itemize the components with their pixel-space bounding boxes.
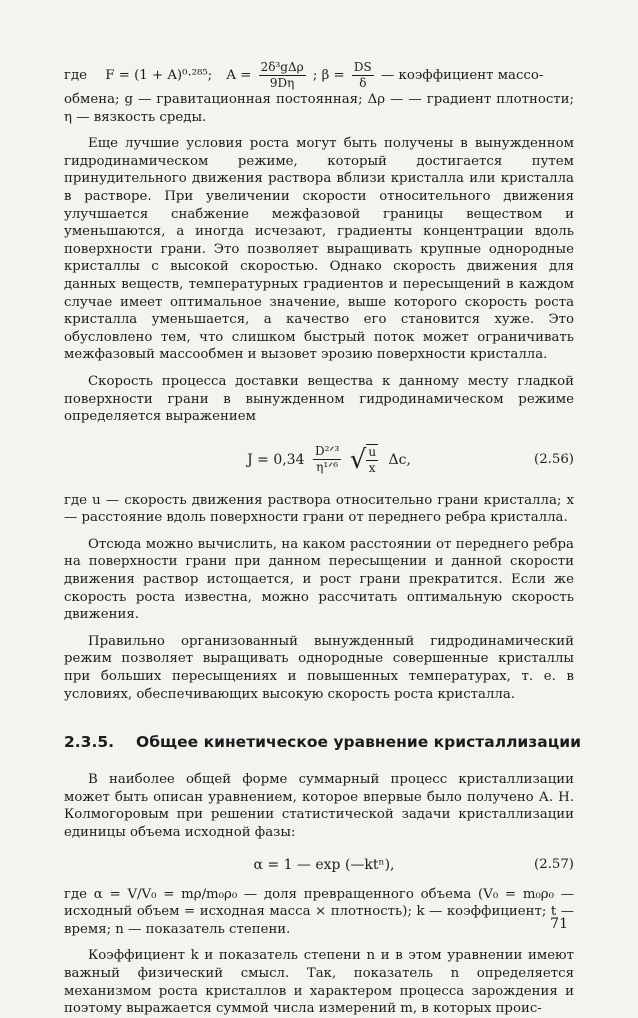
- formula-beta-denominator: δ: [359, 76, 367, 90]
- equation-2-56-tail: Δc,: [388, 451, 411, 468]
- formula-beta-numerator: DS: [353, 60, 372, 74]
- section-heading: [64, 733, 581, 752]
- equation-2-56: [64, 436, 574, 484]
- paragraph-top-1: обмена; g — гравитационная постоянная; Δρ — — градиент плотности; η — вязкость среды.: [64, 92, 574, 125]
- section-number: 2.3.5.: [64, 733, 115, 752]
- formula-line-top: [64, 60, 574, 91]
- radical-sign: √: [349, 444, 367, 475]
- equation-2-56-fraction: [313, 444, 341, 475]
- equation-2-56-sqrt-fraction: [366, 444, 378, 476]
- formula-a-lhs: A =: [226, 68, 252, 83]
- formula-a-numerator: 2δ³gΔρ: [260, 60, 304, 74]
- formula-beta-fraction: [352, 60, 374, 91]
- sqrt-inner-fraction: [366, 445, 378, 476]
- formula-f-definition: F = (1 + A)⁰·²⁸⁵;: [105, 68, 213, 83]
- paragraph-bottom-2: Коэффициент k и показатель степени n и в этом уравнении имеют важный физический смысл. Так, показатель n определяется механизмом роста кристаллов и характером процесса зарождения и поэтому выражается суммой числа измерений m, в которых проис-: [64, 948, 574, 1017]
- formula-a-fraction: [259, 60, 306, 91]
- paragraph-mid-3: Правильно организованный вынужденный гидродинамический режим позволяет выращивать однородные совершенные кристаллы при больших пересыщениях и повышенных температурах, т. е. в условиях, обеспечивающих высокую скорость роста кристалла.: [64, 633, 574, 702]
- equation-2-56-body: [64, 444, 504, 476]
- equation-2-57-body: α = 1 — exp (—ktⁿ),: [253, 856, 395, 873]
- page-number: 71: [550, 916, 568, 932]
- paragraph-section-1: В наиболее общей форме суммарный процесс кристаллизации может быть описан уравнением, которое впервые было получено А. Н. Колмогоровым при решении статистической задачи кристаллизации единицы объема исходной фазы:: [64, 772, 574, 840]
- sqrt-denominator: x: [368, 460, 376, 475]
- sqrt-numerator: u: [368, 444, 377, 459]
- equation-2-56-denominator: η¹ᐟ⁶: [316, 460, 339, 475]
- section-title: Общее кинетическое уравнение кристаллизации: [136, 733, 581, 752]
- equation-2-56-numerator: D²ᐟ³: [314, 444, 340, 459]
- formula-lead: где: [64, 68, 88, 83]
- paragraph-mid-2: Отсюда можно вычислить, на каком расстоянии от переднего ребра на поверхности грани при данном пересыщении и данной скорости движения раствор истощается, и рост грани прекратится. Если же скорость роста известна, можно рассчитать оптимальную скорость движения.: [64, 536, 574, 623]
- equation-2-56-number: (2.56): [534, 452, 574, 468]
- paragraph-top-2: Еще лучшие условия роста могут быть получены в вынужденном гидродинамическом режиме, который достигается путем принудительного движения раствора вблизи кристалла или кристалла в растворе. При увеличении скорости относительного движения улучшается снабжение межфазовой границы веществом и уменьшаются, а иногда исчезают, градиенты концентрации вдоль поверхности грани. Это позволяет выращивать крупные однородные кристаллы с высокой скоростью. Однако скорость движения для данных веществ, температурных градиентов и пересыщений в каждом случае имеет оптимальное значение, выше которого скорость роста кристалла уменьшается, а качество его становится хуже. Это обусловлено тем, что слишком быстрый поток может ограничивать межфазовый массообмен и вызовет эрозию поверхности кристалла.: [64, 136, 574, 363]
- paragraph-top-3: Скорость процесса доставки вещества к данному месту гладкой поверхности грани в вынужденном гидродинамическом режиме определяется выражением: [64, 373, 574, 425]
- equation-2-57: [64, 850, 574, 880]
- formula-beta-lhs: ; β =: [312, 68, 345, 83]
- paragraph-mid-1: где u — скорость движения раствора относительно грани кристалла; x — расстояние вдоль поверхности грани от переднего ребра кристалла.: [64, 492, 574, 526]
- formula-tail: — коэффициент массо-: [381, 68, 544, 83]
- paragraph-bottom-1: где α = V/V₀ = mρ/m₀ρ₀ — доля превращенного объема (V₀ = m₀ρ₀ — исходный объем = исходная масса × плотность); k — коэффициент; t — время; n — показатель степени.: [64, 886, 574, 937]
- equation-2-56-lhs: J = 0,34: [247, 451, 305, 468]
- equation-2-57-number: (2.57): [534, 857, 574, 873]
- formula-a-denominator: 9Dη: [269, 76, 295, 90]
